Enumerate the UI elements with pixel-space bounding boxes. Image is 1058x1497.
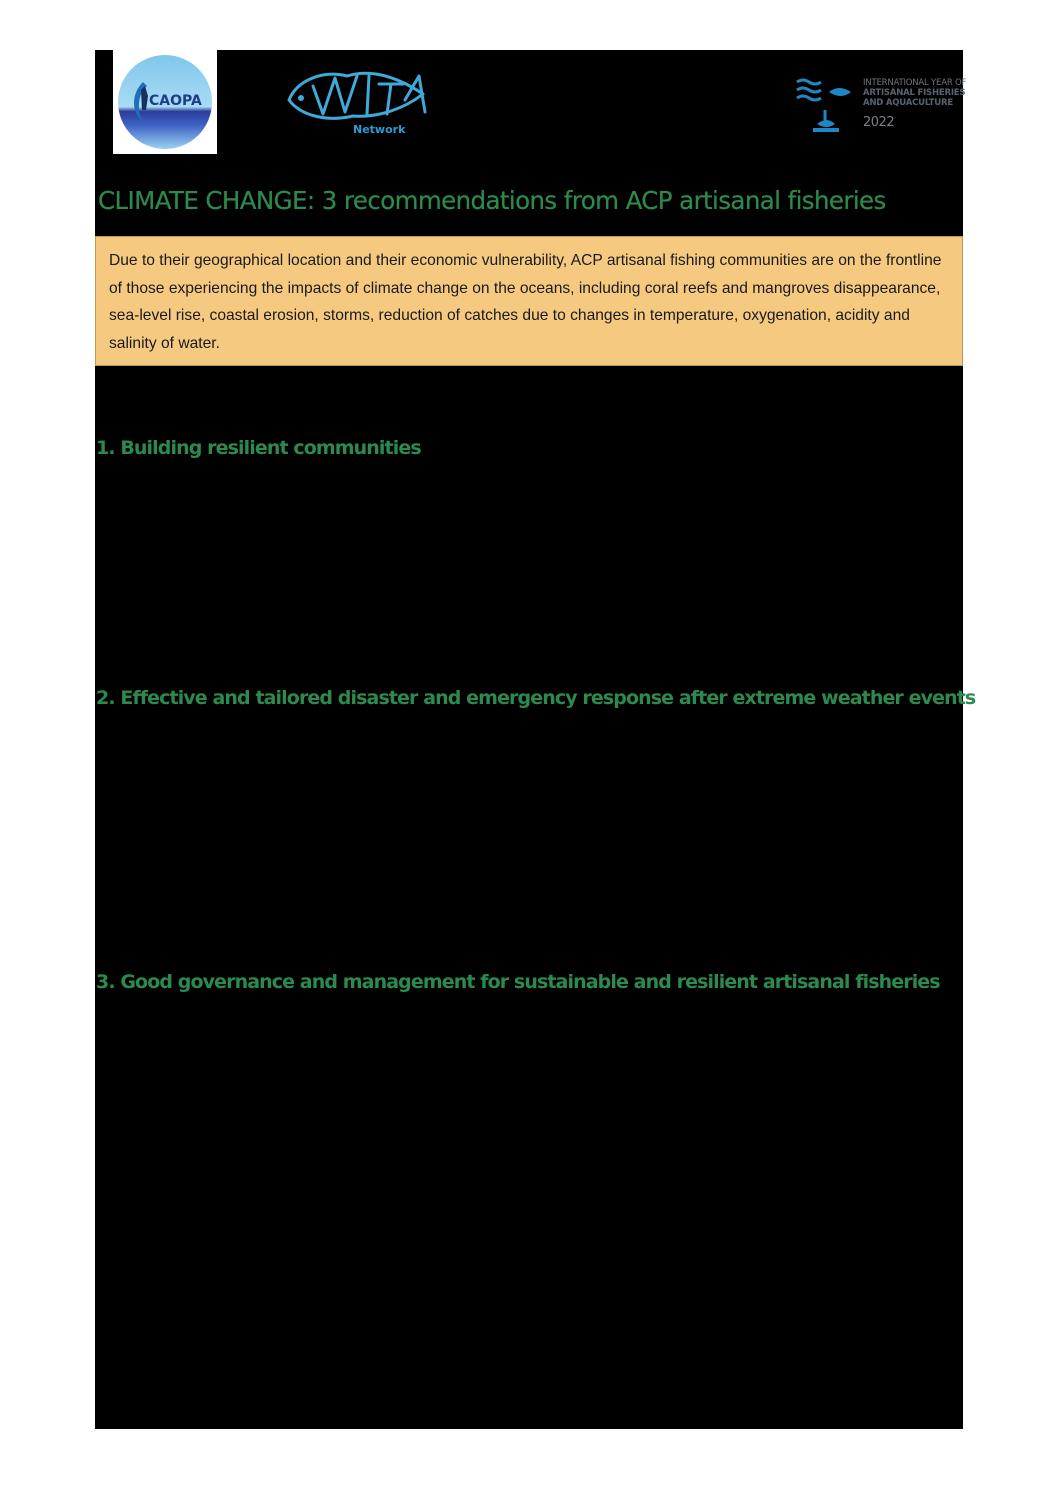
caopa-logo-image	[113, 50, 217, 154]
caopa-wordmark: CAOPA	[149, 93, 202, 109]
section-heading-2: 2. Effective and tailored disaster and emergency response after extreme weather events	[96, 687, 976, 709]
section-heading-1: 1. Building resilient communities	[96, 437, 421, 459]
iyafa-line-1: INTERNATIONAL YEAR OF	[863, 78, 967, 88]
iyafa-year: 2022	[863, 115, 895, 130]
page-title: CLIMATE CHANGE: 3 recommendations from ACP artisanal fisheries	[98, 186, 886, 215]
fish-logo-image	[283, 56, 433, 138]
section-heading-3: 3. Good governance and management for sustainable and resilient artisanal fisheries	[96, 971, 940, 993]
iyafa-wordmark	[863, 78, 966, 108]
iyafa-line-3: AND AQUACULTURE	[863, 98, 953, 108]
network-logo	[283, 56, 433, 138]
iyafa-logo	[795, 76, 967, 136]
document-page	[95, 50, 976, 1429]
intro-paragraph: Due to their geographical location and their economic vulnerability, ACP artisanal fishing communities are on the frontline of those experiencing the impacts of climate change on the oceans, including coral reefs and mangroves disappearance, sea-level rise, coastal erosion, storms, reduction of catches due to changes in temperature, oxygenation, acidity and salinity of water.	[109, 252, 942, 352]
network-wordmark: Network	[353, 123, 406, 136]
iyafa-emblem	[795, 76, 859, 136]
iyafa-line-2: ARTISANAL FISHERIES	[863, 88, 966, 98]
intro-box	[95, 236, 963, 366]
caopa-logo	[113, 50, 217, 154]
